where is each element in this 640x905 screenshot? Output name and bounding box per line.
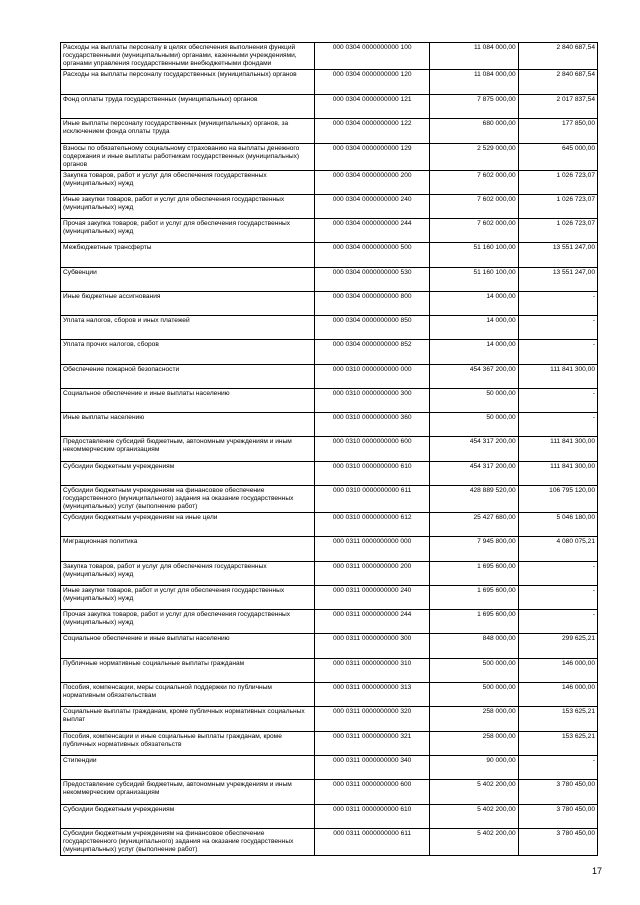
row-exec-cell: 106 795 120,00 <box>518 486 597 513</box>
row-name-cell: Субвенции <box>61 268 315 292</box>
table-row <box>61 462 598 486</box>
row-exec-cell: 4 080 075,21 <box>518 537 597 562</box>
row-code-cell: 000 0310 0000000000 600 <box>314 437 429 462</box>
budget-table-container <box>60 42 598 856</box>
table-row <box>61 195 598 219</box>
table-row <box>61 365 598 389</box>
row-code-cell: 000 0304 0000000000 240 <box>314 195 429 219</box>
table-row <box>61 805 598 829</box>
row-code-cell: 000 0311 0000000000 000 <box>314 537 429 562</box>
row-exec-cell: 111 841 300,00 <box>518 462 597 486</box>
row-plan-cell: 454 367 200,00 <box>430 365 518 389</box>
table-row <box>61 243 598 268</box>
row-plan-cell: 1 695 600,00 <box>430 610 518 634</box>
table-row <box>61 683 598 707</box>
row-code-cell: 000 0311 0000000000 240 <box>314 586 429 610</box>
row-name-cell: Пособия, компенсации, меры социальной поддержки по публичным нормативным обязательствам <box>61 683 315 707</box>
row-code-cell: 000 0311 0000000000 611 <box>314 829 429 856</box>
budget-table <box>60 42 598 856</box>
row-exec-cell: 2 840 687,54 <box>518 43 597 70</box>
row-exec-cell: 2 840 687,54 <box>518 70 597 95</box>
table-row <box>61 659 598 683</box>
row-plan-cell: 11 084 000,00 <box>430 43 518 70</box>
row-name-cell: Предоставление субсидий бюджетным, автономным учреждениям и иным некоммерческим организациям <box>61 780 315 805</box>
row-exec-cell: 2 017 837,54 <box>518 95 597 119</box>
row-name-cell: Социальные выплаты гражданам, кроме публичных нормативных социальных выплат <box>61 707 315 732</box>
row-plan-cell: 50 000,00 <box>430 389 518 413</box>
row-code-cell: 000 0311 0000000000 300 <box>314 634 429 659</box>
table-row <box>61 95 598 119</box>
row-plan-cell: 7 602 000,00 <box>430 171 518 195</box>
row-plan-cell: 258 000,00 <box>430 707 518 732</box>
row-exec-cell: 645 000,00 <box>518 144 597 171</box>
row-code-cell: 000 0310 0000000000 000 <box>314 365 429 389</box>
row-exec-cell: 3 780 450,00 <box>518 780 597 805</box>
row-plan-cell: 25 427 680,00 <box>430 513 518 537</box>
row-plan-cell: 50 000,00 <box>430 413 518 437</box>
row-name-cell: Субсидии бюджетным учреждениям на финансовое обеспечение государственного (муниципального) задания на оказание государственных (муниципальных) услуг (выполнение работ) <box>61 829 315 856</box>
table-row <box>61 513 598 537</box>
row-plan-cell: 90 000,00 <box>430 756 518 780</box>
row-name-cell: Субсидии бюджетным учреждениям <box>61 462 315 486</box>
row-code-cell: 000 0304 0000000000 122 <box>314 119 429 144</box>
row-exec-cell: 1 026 723,07 <box>518 219 597 243</box>
table-row <box>61 413 598 437</box>
row-plan-cell: 7 945 800,00 <box>430 537 518 562</box>
row-exec-cell: - <box>518 389 597 413</box>
row-plan-cell: 500 000,00 <box>430 683 518 707</box>
row-code-cell: 000 0304 0000000000 121 <box>314 95 429 119</box>
row-exec-cell: - <box>518 610 597 634</box>
row-plan-cell: 1 695 600,00 <box>430 562 518 586</box>
row-code-cell: 000 0304 0000000000 244 <box>314 219 429 243</box>
table-row <box>61 219 598 243</box>
row-exec-cell: 146 000,00 <box>518 683 597 707</box>
row-plan-cell: 848 000,00 <box>430 634 518 659</box>
row-code-cell: 000 0311 0000000000 313 <box>314 683 429 707</box>
row-plan-cell: 1 695 600,00 <box>430 586 518 610</box>
row-name-cell: Обеспечение пожарной безопасности <box>61 365 315 389</box>
row-exec-cell: 3 780 450,00 <box>518 829 597 856</box>
row-exec-cell: - <box>518 292 597 316</box>
row-exec-cell: - <box>518 756 597 780</box>
row-name-cell: Фонд оплаты труда государственных (муниципальных) органов <box>61 95 315 119</box>
row-exec-cell: 1 026 723,07 <box>518 171 597 195</box>
row-plan-cell: 7 602 000,00 <box>430 195 518 219</box>
row-code-cell: 000 0311 0000000000 244 <box>314 610 429 634</box>
row-exec-cell: - <box>518 340 597 365</box>
row-name-cell: Закупка товаров, работ и услуг для обеспечения государственных (муниципальных) нужд <box>61 171 315 195</box>
row-name-cell: Закупка товаров, работ и услуг для обеспечения государственных (муниципальных) нужд <box>61 562 315 586</box>
table-row <box>61 437 598 462</box>
row-exec-cell: 153 625,21 <box>518 732 597 756</box>
row-name-cell: Расходы на выплаты персоналу государственных (муниципальных) органов <box>61 70 315 95</box>
row-exec-cell: 299 625,21 <box>518 634 597 659</box>
row-name-cell: Публичные нормативные социальные выплаты гражданам <box>61 659 315 683</box>
row-code-cell: 000 0304 0000000000 852 <box>314 340 429 365</box>
row-plan-cell: 680 000,00 <box>430 119 518 144</box>
table-row <box>61 756 598 780</box>
row-plan-cell: 454 317 200,00 <box>430 462 518 486</box>
row-exec-cell: - <box>518 413 597 437</box>
budget-table-body <box>61 43 598 856</box>
row-plan-cell: 11 084 000,00 <box>430 70 518 95</box>
row-name-cell: Иные закупки товаров, работ и услуг для обеспечения государственных (муниципальных) нужд <box>61 195 315 219</box>
table-row <box>61 537 598 562</box>
table-row <box>61 171 598 195</box>
row-plan-cell: 7 602 000,00 <box>430 219 518 243</box>
row-code-cell: 000 0310 0000000000 610 <box>314 462 429 486</box>
row-name-cell: Иные выплаты персоналу государственных (муниципальных) органов, за исключением фонда оплаты труда <box>61 119 315 144</box>
row-exec-cell: 111 841 300,00 <box>518 365 597 389</box>
row-exec-cell: - <box>518 586 597 610</box>
row-code-cell: 000 0311 0000000000 200 <box>314 562 429 586</box>
row-name-cell: Уплата прочих налогов, сборов <box>61 340 315 365</box>
row-name-cell: Субсидии бюджетным учреждениям <box>61 805 315 829</box>
row-plan-cell: 14 000,00 <box>430 316 518 340</box>
table-row <box>61 586 598 610</box>
row-name-cell: Субсидии бюджетным учреждениям на финансовое обеспечение государственного (муниципального) задания на оказание государственных (муниципальных) услуг (выполнение работ) <box>61 486 315 513</box>
page-number: 17 <box>591 866 602 876</box>
row-code-cell: 000 0311 0000000000 310 <box>314 659 429 683</box>
row-code-cell: 000 0304 0000000000 500 <box>314 243 429 268</box>
row-code-cell: 000 0304 0000000000 129 <box>314 144 429 171</box>
row-code-cell: 000 0310 0000000000 611 <box>314 486 429 513</box>
table-row <box>61 732 598 756</box>
row-plan-cell: 454 317 200,00 <box>430 437 518 462</box>
row-plan-cell: 5 402 200,00 <box>430 829 518 856</box>
row-name-cell: Субсидии бюджетным учреждениям на иные цели <box>61 513 315 537</box>
table-row <box>61 70 598 95</box>
table-row <box>61 610 598 634</box>
row-code-cell: 000 0304 0000000000 850 <box>314 316 429 340</box>
row-exec-cell: 153 625,21 <box>518 707 597 732</box>
row-exec-cell: 146 000,00 <box>518 659 597 683</box>
table-row <box>61 634 598 659</box>
row-plan-cell: 428 889 520,00 <box>430 486 518 513</box>
table-row <box>61 486 598 513</box>
row-plan-cell: 14 000,00 <box>430 292 518 316</box>
table-row <box>61 119 598 144</box>
row-plan-cell: 500 000,00 <box>430 659 518 683</box>
row-plan-cell: 2 529 000,00 <box>430 144 518 171</box>
table-row <box>61 562 598 586</box>
row-exec-cell: 13 551 247,00 <box>518 268 597 292</box>
row-plan-cell: 51 160 100,00 <box>430 243 518 268</box>
row-name-cell: Уплата налогов, сборов и иных платежей <box>61 316 315 340</box>
row-name-cell: Иные бюджетные ассигнования <box>61 292 315 316</box>
row-exec-cell: 13 551 247,00 <box>518 243 597 268</box>
row-code-cell: 000 0310 0000000000 360 <box>314 413 429 437</box>
row-name-cell: Прочая закупка товаров, работ и услуг для обеспечения государственных (муниципальных) нужд <box>61 610 315 634</box>
row-code-cell: 000 0310 0000000000 300 <box>314 389 429 413</box>
table-row <box>61 43 598 70</box>
row-name-cell: Взносы по обязательному социальному страхованию на выплаты денежного содержания и иные выплаты работникам государственных (муниципальных) органов <box>61 144 315 171</box>
table-row <box>61 829 598 856</box>
row-code-cell: 000 0310 0000000000 612 <box>314 513 429 537</box>
row-code-cell: 000 0311 0000000000 610 <box>314 805 429 829</box>
row-name-cell: Социальное обеспечение и иные выплаты населению <box>61 634 315 659</box>
table-row <box>61 316 598 340</box>
row-name-cell: Социальное обеспечение и иные выплаты населению <box>61 389 315 413</box>
row-code-cell: 000 0304 0000000000 100 <box>314 43 429 70</box>
row-code-cell: 000 0304 0000000000 120 <box>314 70 429 95</box>
row-code-cell: 000 0311 0000000000 320 <box>314 707 429 732</box>
row-name-cell: Иные выплаты населению <box>61 413 315 437</box>
row-plan-cell: 14 000,00 <box>430 340 518 365</box>
row-exec-cell: - <box>518 562 597 586</box>
row-exec-cell: 3 780 450,00 <box>518 805 597 829</box>
row-code-cell: 000 0304 0000000000 530 <box>314 268 429 292</box>
row-code-cell: 000 0304 0000000000 200 <box>314 171 429 195</box>
table-row <box>61 144 598 171</box>
row-code-cell: 000 0311 0000000000 600 <box>314 780 429 805</box>
table-row <box>61 292 598 316</box>
row-code-cell: 000 0311 0000000000 340 <box>314 756 429 780</box>
row-exec-cell: 1 026 723,07 <box>518 195 597 219</box>
row-name-cell: Миграционная политика <box>61 537 315 562</box>
row-name-cell: Расходы на выплаты персоналу в целях обеспечения выполнения функций государственными (муниципальными) органами, казенными учреждениями, органами управления государственными внебюджетными фондами <box>61 43 315 70</box>
table-row <box>61 340 598 365</box>
table-row <box>61 707 598 732</box>
row-code-cell: 000 0311 0000000000 321 <box>314 732 429 756</box>
row-name-cell: Стипендии <box>61 756 315 780</box>
row-exec-cell: 5 046 180,00 <box>518 513 597 537</box>
table-row <box>61 268 598 292</box>
table-row <box>61 389 598 413</box>
row-name-cell: Пособия, компенсации и иные социальные выплаты гражданам, кроме публичных нормативных обязательств <box>61 732 315 756</box>
row-name-cell: Прочая закупка товаров, работ и услуг для обеспечения государственных (муниципальных) нужд <box>61 219 315 243</box>
row-plan-cell: 7 875 000,00 <box>430 95 518 119</box>
row-exec-cell: 177 850,00 <box>518 119 597 144</box>
row-name-cell: Иные закупки товаров, работ и услуг для обеспечения государственных (муниципальных) нужд <box>61 586 315 610</box>
row-plan-cell: 51 160 100,00 <box>430 268 518 292</box>
table-row <box>61 780 598 805</box>
row-plan-cell: 5 402 200,00 <box>430 805 518 829</box>
row-code-cell: 000 0304 0000000000 800 <box>314 292 429 316</box>
row-exec-cell: - <box>518 316 597 340</box>
row-name-cell: Предоставление субсидий бюджетным, автономным учреждениям и иным некоммерческим организациям <box>61 437 315 462</box>
row-plan-cell: 5 402 200,00 <box>430 780 518 805</box>
row-exec-cell: 111 841 300,00 <box>518 437 597 462</box>
row-name-cell: Межбюджетные трансферты <box>61 243 315 268</box>
row-plan-cell: 258 000,00 <box>430 732 518 756</box>
